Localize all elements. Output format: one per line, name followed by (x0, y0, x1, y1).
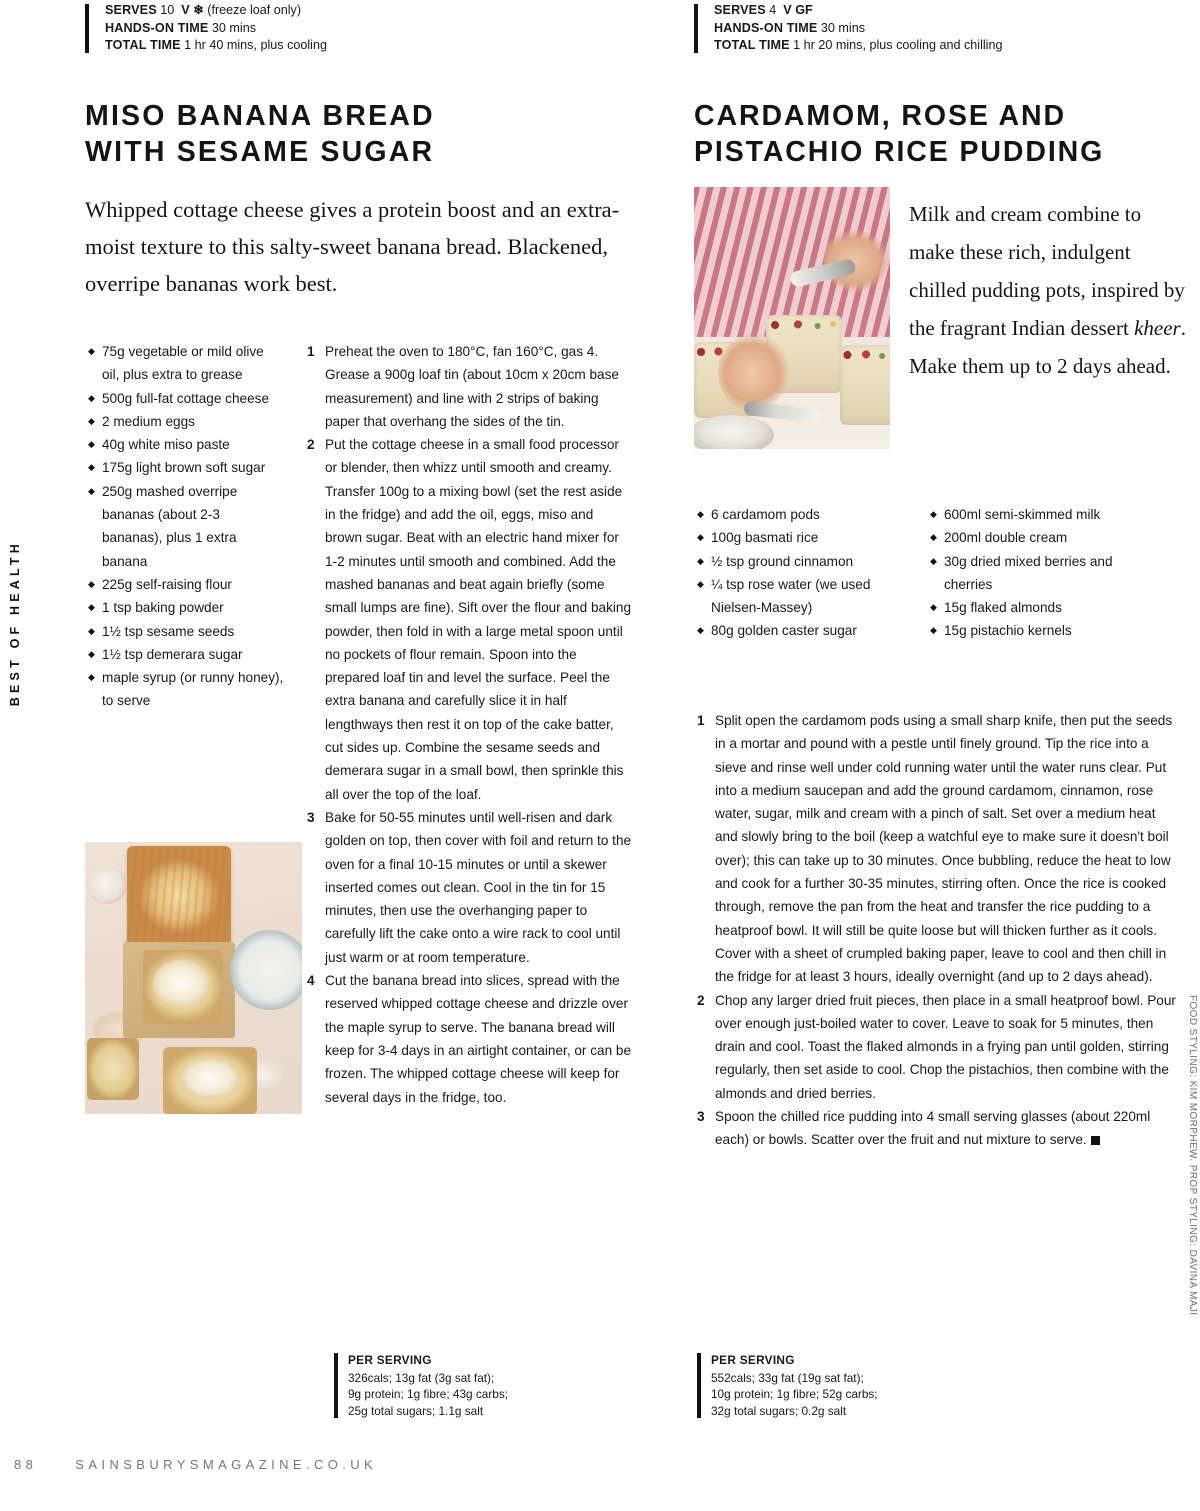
photo-credits: FOOD STYLING: KIM MORPHEW. PROP STYLING: DAVINA MAJI (1187, 995, 1198, 1316)
per-serving-line: 25g total sugars; 1.1g salt (348, 1403, 484, 1418)
per-serving-line: 326cals; 13g fat (3g sat fat); (348, 1370, 495, 1385)
per-serving-line: 10g protein; 1g fibre; 52g carbs; (711, 1387, 878, 1401)
total-time-value: 1 hr 20 mins, plus cooling and chilling (793, 38, 1003, 53)
per-serving-line: 552cals; 33g fat (19g sat fat); (711, 1370, 864, 1385)
ingredient-item: ◆ 40g white miso paste (88, 433, 284, 456)
ingredient-item: ◆ 1 tsp baking powder (88, 596, 284, 619)
hands-on-label: HANDS-ON TIME (105, 20, 209, 35)
recipe-title-line-2: PISTACHIO RICE PUDDING (694, 135, 1105, 168)
fruit-topping-shape (766, 317, 842, 333)
hands-on-label: HANDS-ON TIME (714, 20, 818, 35)
ingredient-item: ◆ 225g self-raising flour (88, 573, 284, 596)
ingredient-item: ◆ 600ml semi-skimmed milk (930, 503, 1140, 526)
total-time-row (714, 37, 1186, 55)
serves-value: 10 (160, 3, 175, 17)
step-text: Preheat the oven to 180°C, fan 160°C, gas 4. Grease a 900g loaf tin (about 10cm x 20cm base measurement) and line with 2 strips of baking paper that overhang the sides of the tin. (325, 344, 619, 429)
serves-row (105, 2, 647, 20)
recipe-column-left (85, 0, 647, 1418)
method-step (307, 433, 633, 806)
method-step (307, 340, 633, 433)
recipe-title-line-2: WITH SESAME SUGAR (85, 135, 435, 168)
ingredients-list-left (88, 340, 284, 713)
total-time-label: TOTAL TIME (714, 38, 790, 53)
serves-label: SERVES (714, 3, 766, 17)
step-text: Chop any larger dried fruit pieces, then place in a small heatproof bowl. Pour over enough just-boiled water to cover. Leave to soak for 5 minutes, then drain and cool. Toast the flaked almonds in a frying pan until golden, stirring regularly, then set aside to cool. Chop the pistachios, then combine with the almonds and dried berries. (715, 992, 1176, 1101)
recipe-title-right (694, 98, 1186, 170)
ingredient-item: ◆ 75g vegetable or mild olive oil, plus extra to grease (88, 340, 284, 387)
standfirst-text-post: . Make them up to 2 days ahead. (909, 316, 1186, 378)
step-number: 4 (307, 973, 315, 989)
step-number: 2 (307, 437, 315, 453)
ingredient-item: ◆ 100g basmati rice (697, 526, 922, 549)
per-serving-right (697, 1352, 1011, 1419)
hands-on-value: 30 mins (820, 20, 866, 35)
per-serving-line: 32g total sugars; 0.2g salt (711, 1403, 847, 1418)
ingredient-item: ◆ 2 medium eggs (88, 410, 284, 433)
serves-label: SERVES (105, 3, 157, 17)
recipe-title-line-1: CARDAMOM, ROSE AND (694, 99, 1066, 132)
page-number: 88 (14, 1457, 38, 1472)
cream-shape (153, 960, 209, 1006)
ingredient-item: ◆ 1½ tsp demerara sugar (88, 643, 284, 666)
banana-bread-photo (85, 842, 302, 1114)
ingredient-item: ◆ 6 cardamom pods (697, 503, 922, 526)
cream-shape (181, 1058, 239, 1098)
step-text: Cut the banana bread into slices, spread with the reserved whipped cottage cheese and drizzle over the maple syrup to serve. The banana bread will keep for 3-4 days in an airtight container, or can be frozen. The whipped cottage cheese will keep for several days in the fridge, too. (325, 973, 632, 1105)
step-number: 1 (697, 713, 705, 728)
diet-note: (freeze loaf only) (207, 3, 302, 17)
section-label: BEST OF HEALTH (8, 540, 22, 707)
total-time-row (105, 37, 647, 55)
step-number: 3 (307, 809, 315, 825)
method-step (697, 1105, 1177, 1152)
slice-shape (87, 1038, 139, 1100)
rice-pudding-photo (694, 187, 890, 449)
ingredient-item: ◆ ½ tsp ground cinnamon (697, 550, 922, 573)
ingredient-item: ◆ 80g golden caster sugar (697, 619, 922, 642)
per-serving-line: 9g protein; 1g fibre; 43g carbs; (348, 1387, 509, 1401)
recipe-meta-left (85, 2, 647, 55)
diet-tags: V ❄ (181, 3, 204, 17)
ingredients-list-right-col1 (697, 503, 922, 643)
per-serving-left (334, 1352, 648, 1419)
ingredient-item: ◆ 500g full-fat cottage cheese (88, 387, 284, 410)
step-text: Split open the cardamom pods using a small sharp knife, then put the seeds in a mortar and pound with a pestle until finely ground. Tip the rice into a sieve and rinse well under cold running water until the water runs clear. Put into a medium saucepan and add the ground cardamom, cinnamon, rose water, sugar, milk and cream with a pinch of salt. Set over a medium heat and slowly bring to the boil (keep a watchful eye to make sure it doesn't boil over); this can take up to 30 minutes. Once bubbling, reduce the heat to low and cook for a further 30-35 minutes, stirring often. Once the rice is cooked through, remove the pan from the heat and transfer the rice pudding to a heatproof bowl. It will still be quite loose but will thicken further as it cools. Cover with a sheet of crumpled baking paper, leave to cool and then chill in the fridge for at least 3 hours, ideally overnight (and up to 2 days ahead). (715, 713, 1173, 985)
step-number: 2 (697, 992, 705, 1008)
hands-on-row (714, 20, 1186, 38)
recipe-standfirst-left: Whipped cottage cheese gives a protein boost and an extra-moist texture to this salty-sweet banana bread. Blackened, overripe bananas work best. (85, 196, 620, 296)
ingredient-item: ◆ 175g light brown soft sugar (88, 456, 284, 479)
per-serving-heading: PER SERVING (711, 1353, 795, 1367)
method-step (307, 806, 633, 969)
step-text: Put the cottage cheese in a small food processor or blender, then whizz until smooth and creamy. Transfer 100g to a mixing bowl (set the rest aside in the fridge) and add the oil, eggs, miso and brown sugar. Beat with an electric hand mixer for 1-2 minutes until smooth and combined. Add the mashed bananas and beat again briefly (some small lumps are fine). Sift over the flour and baking powder, then fold in with a large metal spoon until no pockets of flour remain. Spoon into the prepared loaf tin and level the surface. Peel the extra banana and carefully slice it in half lengthways then rest it on top of the cake batter, cut sides up. Combine the sesame seeds and demerara sugar in a small bowl, then sprinkle this all over the top of the loaf. (325, 437, 632, 802)
plate-shape (230, 930, 302, 1010)
step-number: 1 (307, 344, 315, 359)
ingredients-list-right-col2 (930, 503, 1140, 643)
serves-value: 4 (769, 3, 777, 17)
method-step (697, 989, 1177, 1105)
standfirst-italic-term: kheer (1134, 316, 1181, 340)
website-url: SAINSBURYSMAGAZINE.CO.UK (75, 1457, 378, 1472)
cup-shape (87, 866, 127, 904)
loaf-shape (127, 846, 231, 946)
page-footer (14, 1457, 377, 1472)
method-list-right (697, 709, 1177, 1152)
step-text: Spoon the chilled rice pudding into 4 small serving glasses (about 220ml each) or bowls. Scatter over the fruit and nut mixture to serve. (715, 1109, 1151, 1148)
recipe-title-left (85, 98, 647, 170)
recipe-title-line-1: MISO BANANA BREAD (85, 99, 435, 132)
serves-row (714, 2, 1186, 20)
hands-on-value: 30 mins (211, 20, 257, 35)
standfirst-text-pre: Milk and cream combine to make these rich, indulgent chilled pudding pots, inspired by the fragrant Indian dessert (909, 202, 1185, 340)
recipe-column-right (694, 0, 1186, 1418)
per-serving-heading: PER SERVING (348, 1353, 432, 1367)
ingredient-item: ◆ 15g pistachio kernels (930, 619, 1140, 642)
ingredient-item: ◆ 15g flaked almonds (930, 596, 1140, 619)
method-list-left (307, 340, 633, 1109)
step-number: 3 (697, 1109, 705, 1125)
ingredient-item: ◆ maple syrup (or runny honey), to serve (88, 666, 284, 713)
recipe-standfirst-right (909, 195, 1189, 385)
ingredient-item: ◆ 200ml double cream (930, 526, 1140, 549)
hands-on-row (105, 20, 647, 38)
method-step (307, 969, 633, 1109)
diet-tags: V GF (783, 3, 813, 17)
method-step (697, 709, 1177, 989)
ingredient-item: ◆ 30g dried mixed berries and cherries (930, 550, 1140, 597)
total-time-value: 1 hr 40 mins, plus cooling (184, 38, 327, 53)
end-of-article-mark (1091, 1136, 1100, 1145)
ingredient-item: ◆ 1½ tsp sesame seeds (88, 620, 284, 643)
recipe-meta-right (694, 2, 1186, 55)
ingredient-item: ◆ ¼ tsp rose water (we used Nielsen-Massey) (697, 573, 922, 620)
fruit-topping-shape (840, 347, 890, 363)
total-time-label: TOTAL TIME (105, 38, 181, 53)
step-text: Bake for 50-55 minutes until well-risen and dark golden on top, then cover with foil and return to the oven for a final 10-15 minutes or until a skewer inserted comes out clean. Cool in the tin for 15 minutes, then use the overhanging paper to carefully lift the cake onto a wire rack to cool until just warm or at room temperature. (325, 809, 632, 965)
ingredient-item: ◆ 250g mashed overripe bananas (about 2-3 bananas), plus 1 extra banana (88, 480, 284, 573)
